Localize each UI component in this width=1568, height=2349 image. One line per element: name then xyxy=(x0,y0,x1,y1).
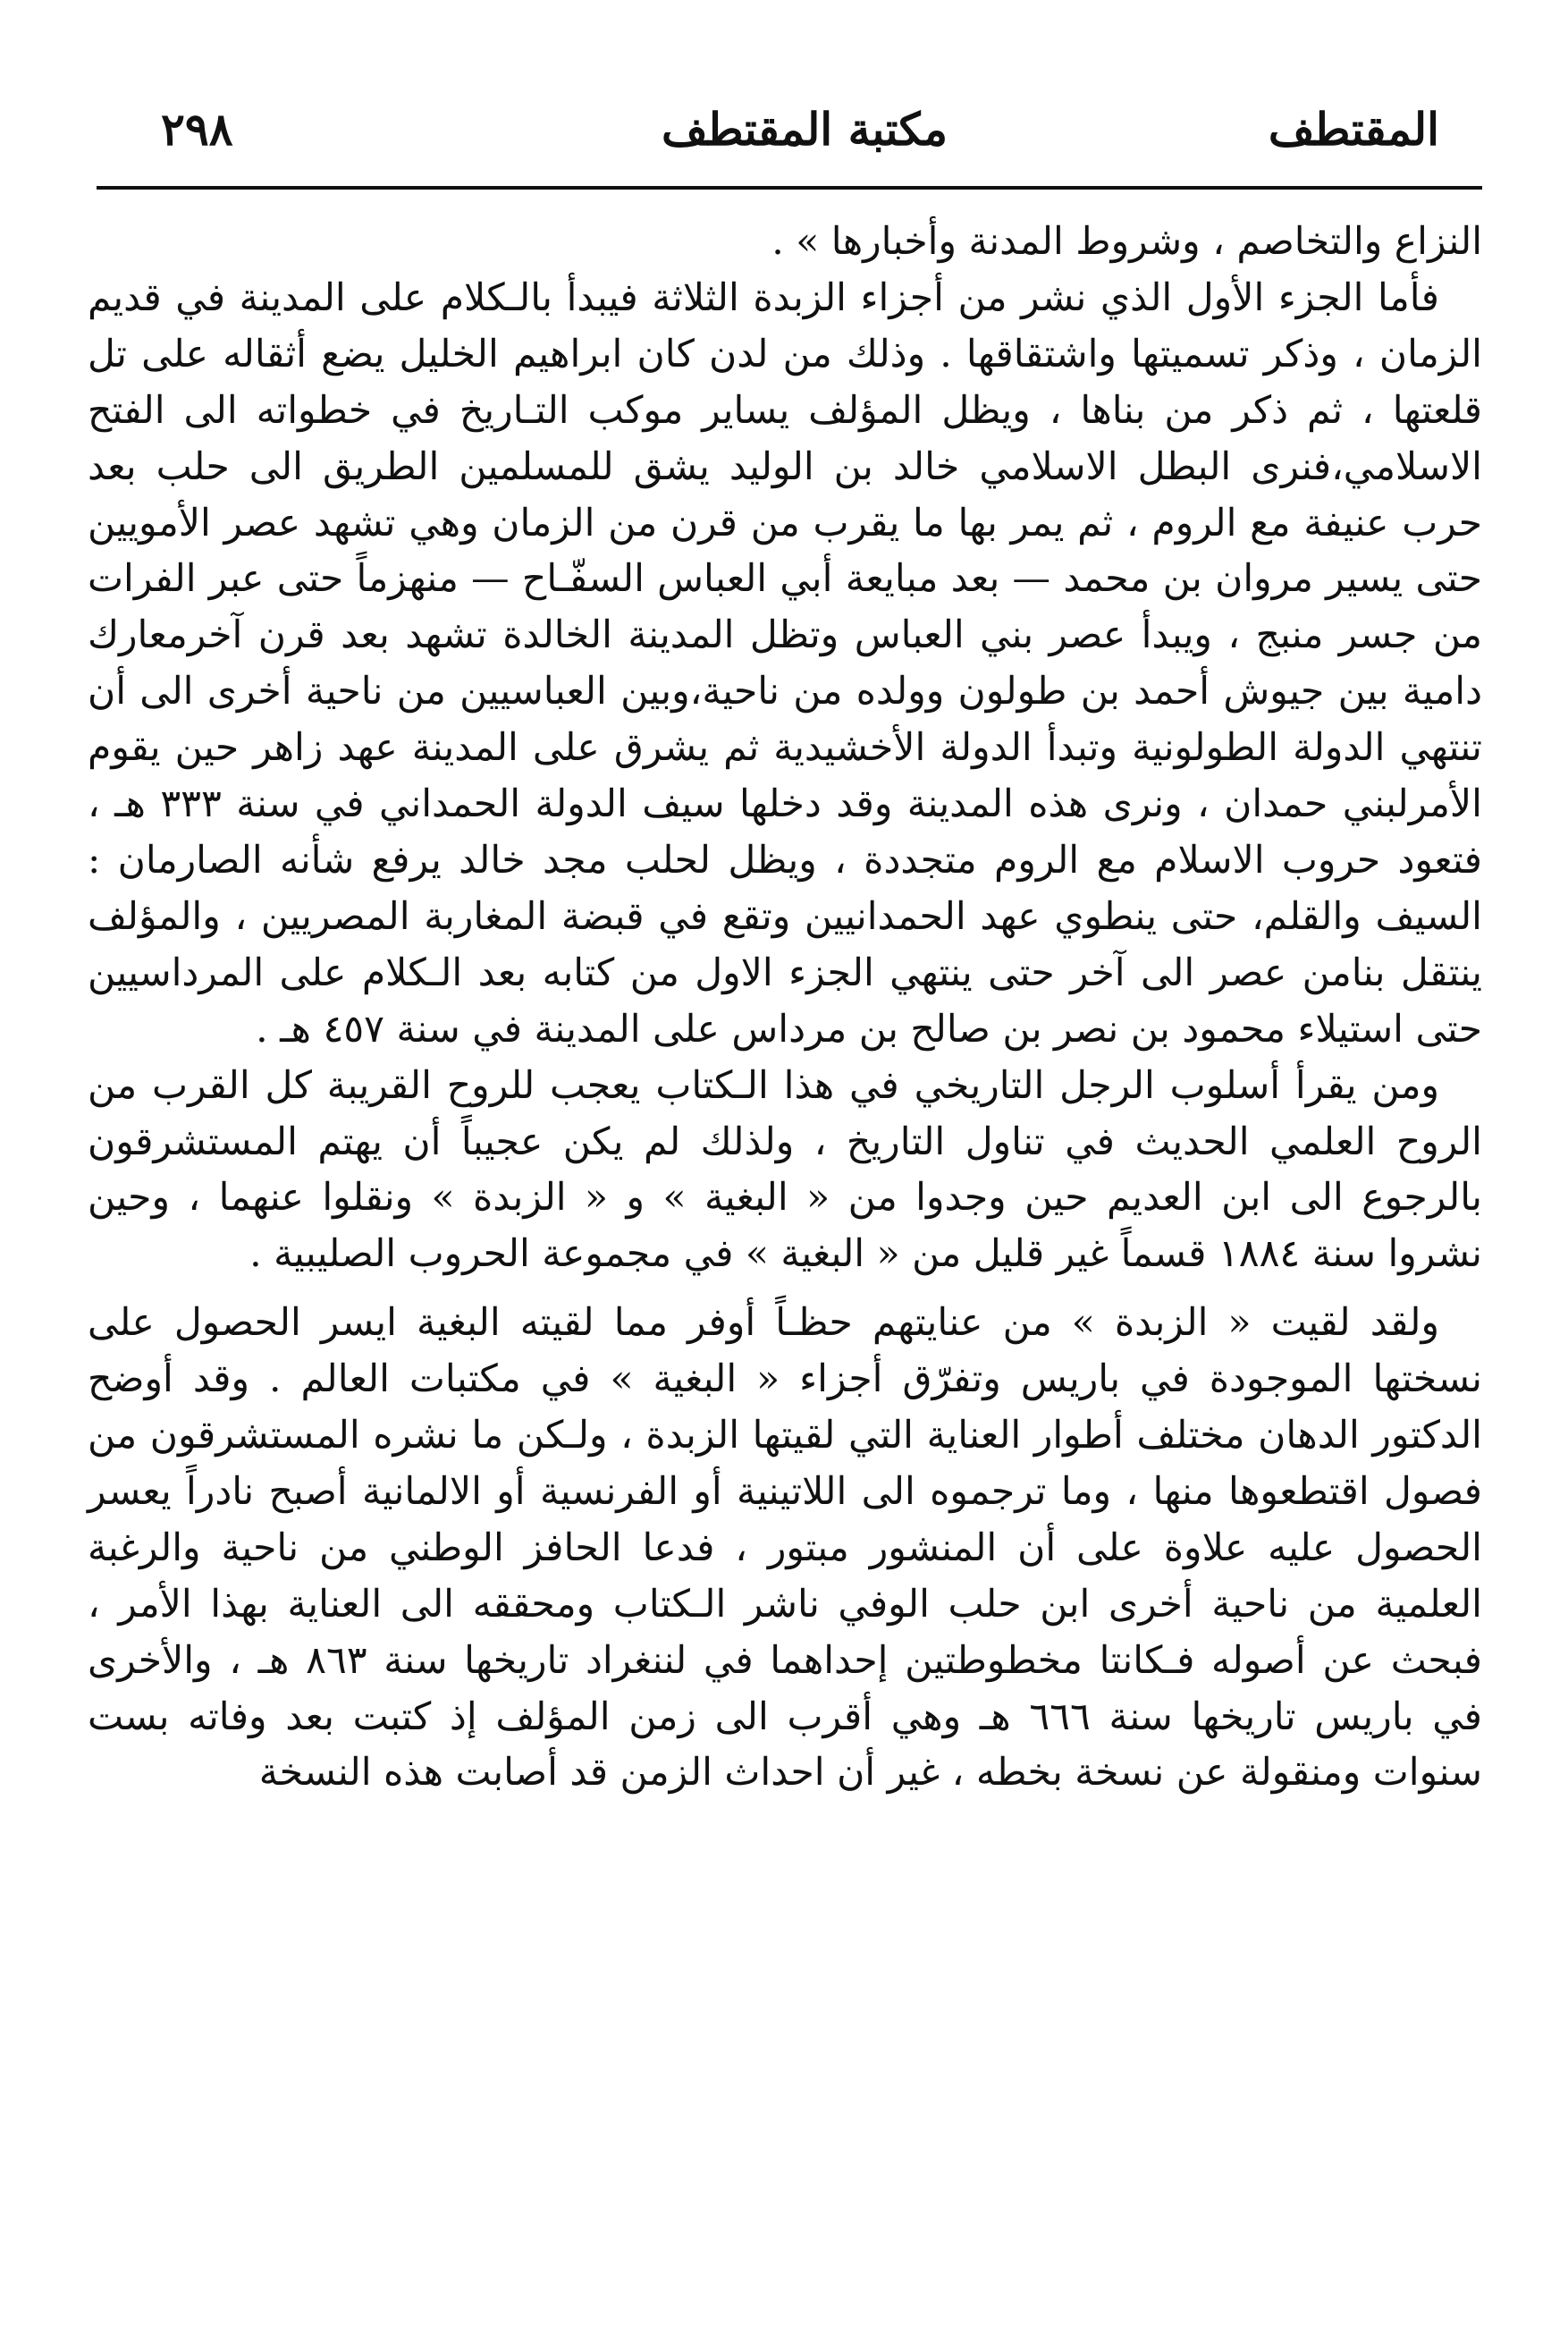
page-header xyxy=(143,94,1466,165)
page-number: ٢٩٨ xyxy=(161,103,233,156)
paragraph: ولقد لقيت « الزبدة » من عنايتهم حظـاً أوفر مما لقيته البغية ايسر الحصول على نسختها الموجودة في باريس وتفرّق أجزاء « البغية » في مكتبات العالم . وقد أوضح الدكتور الدهان مختلف أطوار العناية التي لقيتها الزبدة ، ولـكن ما نشره المستشرقون من فصول اقتطعوها منها ، وما ترجموه الى اللاتينية أو الفرنسية أو الالمانية أصبح نادراً يعسر الحصول عليه علاوة على أن المنشور مبتور ، فدعا الحافز الوطني من ناحية والرغبة العلمية من ناحية أخرى ابن حلب الوفي ناشر الـكتاب ومحققه الى العناية بهذا الأمر ، فبحث عن أصوله فـكانتا مخطوطتين إحداهما في لننغراد تاريخها سنة ٨٦٣ هـ ، والأخرى في باريس تاريخها سنة ٦٦٦ هـ وهي أقرب الى زمن المؤلف إذ كتبت بعد وفاته بست سنوات ومنقولة عن نسخة بخطه ، غير أن احداث الزمن قد أصابت هذه النسخة xyxy=(88,1301,1482,1796)
paragraph-continuation: النزاع والتخاصم ، وشروط المدنة وأخبارها » . xyxy=(771,220,1482,264)
paragraph: فأما الجزء الأول الذي نشر من أجزاء الزبدة الثلاثة فيبدأ بالـكلام على المدينة في قديم الزمان ، وذكر تسميتها واشتقاقها . وذلك من لدن كان ابراهيم الخليل يضع أثقاله على تل قلعتها ، ثم ذكر من بناها ، ويظل المؤلف يساير موكب التـاريخ في خطواته الى الفتح الاسلامي،فنرى البطل الاسلامي خالد بن الوليد يشق للمسلمين الطريق الى حلب بعد حرب عنيفة مع الروم ، ثم يمر بها ما يقرب من قرن من الزمان وهي تشهد عصر الأمويين حتى يسير مروان بن محمد — بعد مبايعة أبي العباس السفّـاح — منهزماً حتى عبر الفرات من جسر منبج ، ويبدأ عصر بني العباس وتظل المدينة الخالدة تشهد بعد قرن آخرمعارك دامية بين جيوش أحمد بن طولون وولده من ناحية،وبين العباسيين من ناحية أخرى الى أن تنتهي الدولة الطولونية وتبدأ الدولة الأخشيدية ثم يشرق على المدينة عهد زاهر حين يقوم الأمرلبني حمدان ، ونرى هذه المدينة وقد دخلها سيف الدولة الحمداني في سنة ٣٣٣ هـ ، فتعود حروب الاسلام مع الروم متجددة ، ويظل لحلب مجد خالد يرفع شأنه الصارمان : السيف والقلم، حتى ينطوي عهد الحمدانيين وتقع في قبضة المغاربة المصريين ، والمؤلف ينتقل بنامن عصر الى آخر حتى ينتهي الجزء الاول من كتابه بعد الـكلام على المرداسيين حتى استيلاء محمود بن نصر بن صالح بن مرداس على المدينة في سنة ٤٥٧ هـ . xyxy=(88,275,1483,1052)
running-title: المقتطف xyxy=(1268,103,1439,156)
header-rule xyxy=(97,186,1482,190)
header-center-title: مكتبة المقتطف xyxy=(662,103,948,156)
paragraph: ومن يقرأ أسلوب الرجل التاريخي في هذا الـكتاب يعجب للروح القريبة كل القرب من الروح العلمي الحديث في تناول التاريخ ، ولذلك لم يكن عجيباً أن يهتم المستشرقون بالرجوع الى ابن العديم حين وجدوا من « البغية » و « الزبدة » ونقلوا عنهما ، وحين نشروا سنة ١٨٨٤ قسماً غير قليل من « البغية » في مجموعة الحروب الصليبية . xyxy=(88,1063,1482,1277)
article-body xyxy=(88,215,1482,1802)
